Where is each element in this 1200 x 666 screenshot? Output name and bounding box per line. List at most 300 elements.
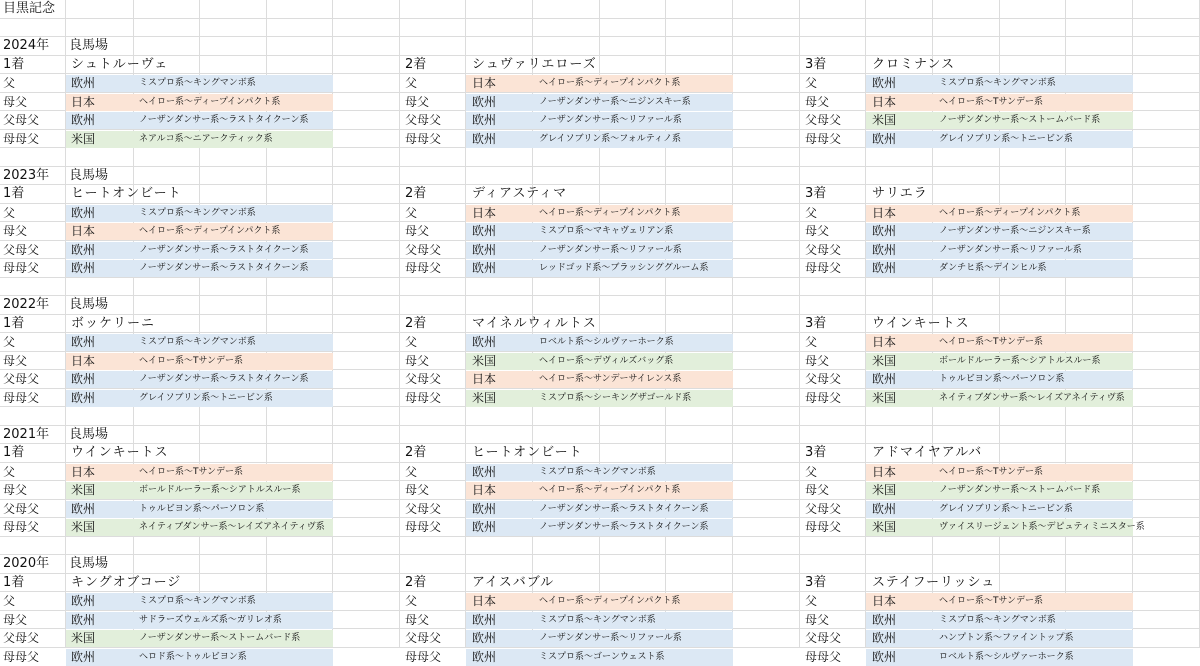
sheet-cell[interactable] (1000, 19, 1066, 38)
sheet-cell[interactable] (200, 444, 267, 463)
sheet-cell[interactable] (333, 444, 400, 463)
sheet-cell[interactable] (533, 407, 600, 426)
sheet-cell[interactable] (733, 518, 800, 537)
sheet-cell[interactable] (1133, 444, 1200, 463)
sheet-cell[interactable] (267, 37, 333, 56)
sheet-cell[interactable] (134, 0, 200, 19)
sheet-cell[interactable] (666, 426, 733, 445)
sheet-cell[interactable] (666, 148, 733, 167)
sheet-cell[interactable] (1133, 611, 1200, 630)
sheet-cell[interactable] (1133, 130, 1200, 149)
sheet-cell[interactable] (200, 56, 267, 75)
sheet-cell[interactable] (1000, 426, 1066, 445)
sheet-cell[interactable] (1000, 56, 1066, 75)
sheet-cell[interactable] (733, 0, 800, 19)
sheet-cell[interactable] (733, 111, 800, 130)
sheet-cell[interactable] (333, 611, 400, 630)
sheet-cell[interactable] (800, 537, 866, 556)
sheet-cell[interactable] (1133, 185, 1200, 204)
sheet-cell[interactable] (267, 19, 333, 38)
sire-line-cell: ヘロド系～トゥルビヨン系 (139, 651, 247, 662)
sheet-cell[interactable] (1066, 56, 1133, 75)
sheet-cell[interactable] (1066, 278, 1133, 297)
sheet-cell[interactable] (600, 426, 666, 445)
sheet-cell[interactable] (400, 407, 466, 426)
sheet-cell[interactable] (200, 574, 267, 593)
sheet-cell[interactable] (1133, 370, 1200, 389)
sheet-cell[interactable] (333, 407, 400, 426)
sheet-cell[interactable] (600, 56, 666, 75)
sheet-cell[interactable] (66, 148, 134, 167)
sheet-cell[interactable] (733, 426, 800, 445)
sheet-cell[interactable] (134, 537, 200, 556)
sheet-cell[interactable] (267, 555, 333, 574)
sheet-cell[interactable] (800, 278, 866, 297)
sheet-cell[interactable] (400, 148, 466, 167)
sheet-cell[interactable] (866, 407, 933, 426)
sheet-cell[interactable] (0, 278, 66, 297)
sheet-cell[interactable] (1000, 444, 1066, 463)
sheet-cell[interactable] (1133, 241, 1200, 260)
sheet-cell[interactable] (733, 56, 800, 75)
sheet-cell[interactable] (267, 296, 333, 315)
sheet-cell[interactable] (533, 167, 600, 186)
sheet-cell[interactable] (267, 444, 333, 463)
sheet-cell[interactable] (333, 278, 400, 297)
sheet-cell[interactable] (800, 19, 866, 38)
sheet-cell[interactable] (800, 555, 866, 574)
sheet-cell[interactable] (400, 555, 466, 574)
sheet-cell[interactable] (466, 148, 533, 167)
sheet-cell[interactable] (200, 407, 267, 426)
sheet-cell[interactable] (333, 352, 400, 371)
sheet-cell[interactable] (333, 222, 400, 241)
sheet-cell[interactable] (733, 463, 800, 482)
sheet-cell[interactable] (533, 148, 600, 167)
sheet-cell[interactable] (733, 537, 800, 556)
sheet-cell[interactable] (733, 93, 800, 112)
sheet-cell[interactable] (1066, 148, 1133, 167)
sheet-cell[interactable] (267, 278, 333, 297)
sheet-cell[interactable] (733, 204, 800, 223)
placing-label: 3着 (805, 445, 827, 460)
sheet-cell[interactable] (1133, 555, 1200, 574)
sheet-cell[interactable] (267, 167, 333, 186)
sheet-cell[interactable] (200, 19, 267, 38)
sheet-cell[interactable] (0, 537, 66, 556)
sheet-cell[interactable] (600, 0, 666, 19)
sheet-cell[interactable] (866, 296, 933, 315)
sheet-cell[interactable] (733, 592, 800, 611)
sheet-cell[interactable] (66, 407, 134, 426)
sheet-cell[interactable] (1133, 204, 1200, 223)
sheet-cell[interactable] (267, 0, 333, 19)
sheet-cell[interactable] (933, 37, 1000, 56)
sheet-cell[interactable] (1066, 407, 1133, 426)
sheet-cell[interactable] (600, 37, 666, 56)
sheet-cell[interactable] (1066, 574, 1133, 593)
sheet-cell[interactable] (733, 222, 800, 241)
sheet-cell[interactable] (1133, 500, 1200, 519)
sheet-cell[interactable] (1133, 315, 1200, 334)
sheet-cell[interactable] (200, 426, 267, 445)
sheet-cell[interactable] (267, 537, 333, 556)
sheet-cell[interactable] (1066, 426, 1133, 445)
sheet-cell[interactable] (533, 555, 600, 574)
sheet-cell[interactable] (333, 315, 400, 334)
sheet-cell[interactable] (933, 426, 1000, 445)
sheet-cell[interactable] (200, 167, 267, 186)
sheet-cell[interactable] (733, 574, 800, 593)
sheet-cell[interactable] (533, 0, 600, 19)
sheet-cell[interactable] (267, 185, 333, 204)
sheet-cell[interactable] (66, 19, 134, 38)
sheet-cell[interactable] (933, 0, 1000, 19)
sheet-cell[interactable] (733, 315, 800, 334)
sheet-cell[interactable] (1000, 0, 1066, 19)
sheet-cell[interactable] (666, 185, 733, 204)
sheet-cell[interactable] (466, 167, 533, 186)
sheet-cell[interactable] (134, 407, 200, 426)
sheet-cell[interactable] (333, 130, 400, 149)
sheet-cell[interactable] (333, 74, 400, 93)
sheet-cell[interactable] (66, 278, 134, 297)
sheet-cell[interactable] (134, 555, 200, 574)
sheet-cell[interactable] (666, 0, 733, 19)
sheet-cell[interactable] (1133, 296, 1200, 315)
sheet-cell[interactable] (600, 555, 666, 574)
sheet-cell[interactable] (400, 537, 466, 556)
sheet-cell[interactable] (333, 93, 400, 112)
sheet-cell[interactable] (1133, 481, 1200, 500)
sheet-cell[interactable] (333, 481, 400, 500)
sheet-cell[interactable] (333, 167, 400, 186)
sheet-cell[interactable] (466, 19, 533, 38)
sheet-cell[interactable] (466, 278, 533, 297)
sheet-cell[interactable] (333, 537, 400, 556)
sheet-cell[interactable] (733, 407, 800, 426)
sheet-cell[interactable] (1133, 56, 1200, 75)
sheet-cell[interactable] (333, 592, 400, 611)
sheet-cell[interactable] (466, 296, 533, 315)
sheet-cell[interactable] (600, 19, 666, 38)
sheet-cell[interactable] (666, 56, 733, 75)
sheet-cell[interactable] (866, 537, 933, 556)
sheet-cell[interactable] (134, 167, 200, 186)
sheet-cell[interactable] (333, 259, 400, 278)
sheet-cell[interactable] (1133, 148, 1200, 167)
sheet-cell[interactable] (733, 148, 800, 167)
sheet-cell[interactable] (267, 407, 333, 426)
sheet-cell[interactable] (600, 167, 666, 186)
sheet-cell[interactable] (666, 296, 733, 315)
sheet-cell[interactable] (333, 555, 400, 574)
sheet-cell[interactable] (333, 426, 400, 445)
sire-line-cell: ロベルト系～シルヴァーホーク系 (939, 651, 1074, 662)
sheet-cell[interactable] (466, 407, 533, 426)
sheet-cell[interactable] (733, 555, 800, 574)
sheet-cell[interactable] (400, 278, 466, 297)
sheet-cell[interactable] (866, 278, 933, 297)
sheet-cell[interactable] (1000, 315, 1066, 334)
sheet-cell[interactable] (400, 37, 466, 56)
sheet-cell[interactable] (733, 278, 800, 297)
sheet-cell[interactable] (800, 167, 866, 186)
sheet-cell[interactable] (267, 574, 333, 593)
sheet-cell[interactable] (600, 444, 666, 463)
sheet-cell[interactable] (333, 333, 400, 352)
sheet-cell[interactable] (1066, 185, 1133, 204)
sheet-cell[interactable] (1133, 592, 1200, 611)
sheet-cell[interactable] (1066, 19, 1133, 38)
sheet-cell[interactable] (1066, 315, 1133, 334)
sheet-cell[interactable] (733, 130, 800, 149)
sheet-cell[interactable] (800, 148, 866, 167)
sheet-cell[interactable] (1133, 222, 1200, 241)
sheet-cell[interactable] (1133, 333, 1200, 352)
sheet-cell[interactable] (1133, 19, 1200, 38)
sheet-cell[interactable] (333, 241, 400, 260)
sheet-cell[interactable] (333, 204, 400, 223)
sheet-cell[interactable] (933, 148, 1000, 167)
sheet-cell[interactable] (466, 37, 533, 56)
sheet-cell[interactable] (1066, 0, 1133, 19)
sheet-cell[interactable] (733, 370, 800, 389)
sheet-cell[interactable] (733, 19, 800, 38)
sheet-cell[interactable] (66, 0, 134, 19)
sheet-cell[interactable] (1133, 389, 1200, 408)
sheet-cell[interactable] (333, 629, 400, 648)
sheet-cell[interactable] (600, 148, 666, 167)
sheet-cell[interactable] (400, 426, 466, 445)
sheet-cell[interactable] (733, 500, 800, 519)
sheet-cell[interactable] (333, 370, 400, 389)
sheet-cell[interactable] (333, 148, 400, 167)
relation-label: 母父 (805, 483, 830, 497)
sheet-cell[interactable] (466, 426, 533, 445)
sheet-cell[interactable] (1133, 278, 1200, 297)
sheet-cell[interactable] (333, 500, 400, 519)
sheet-cell[interactable] (733, 444, 800, 463)
sheet-cell[interactable] (333, 518, 400, 537)
sheet-cell[interactable] (800, 0, 866, 19)
sheet-cell[interactable] (1133, 37, 1200, 56)
sheet-cell[interactable] (267, 426, 333, 445)
sheet-cell[interactable] (134, 37, 200, 56)
sheet-cell[interactable] (1066, 555, 1133, 574)
sheet-cell[interactable] (200, 148, 267, 167)
sheet-cell[interactable] (1133, 463, 1200, 482)
sheet-cell[interactable] (1000, 278, 1066, 297)
sheet-cell[interactable] (1066, 296, 1133, 315)
relation-label: 母母父 (405, 131, 442, 146)
relation-label: 父母父 (3, 501, 40, 516)
sheet-cell[interactable] (600, 278, 666, 297)
sheet-cell[interactable] (600, 407, 666, 426)
sheet-cell[interactable] (800, 407, 866, 426)
sheet-cell[interactable] (733, 259, 800, 278)
sheet-cell[interactable] (267, 315, 333, 334)
sheet-cell[interactable] (1000, 185, 1066, 204)
sheet-cell[interactable] (733, 333, 800, 352)
sheet-cell[interactable] (333, 185, 400, 204)
sheet-cell[interactable] (1133, 259, 1200, 278)
sheet-cell[interactable] (1133, 352, 1200, 371)
sheet-cell[interactable] (400, 296, 466, 315)
sheet-cell[interactable] (600, 315, 666, 334)
sheet-cell[interactable] (333, 574, 400, 593)
sheet-cell[interactable] (400, 0, 466, 19)
sheet-cell[interactable] (200, 315, 267, 334)
sheet-cell[interactable] (466, 555, 533, 574)
sheet-cell[interactable] (933, 278, 1000, 297)
sheet-cell[interactable] (600, 185, 666, 204)
sheet-cell[interactable] (733, 296, 800, 315)
sheet-cell[interactable] (733, 629, 800, 648)
sheet-cell[interactable] (134, 148, 200, 167)
sheet-cell[interactable] (533, 19, 600, 38)
sheet-cell[interactable] (1066, 37, 1133, 56)
sheet-cell[interactable] (1000, 407, 1066, 426)
sheet-cell[interactable] (1000, 574, 1066, 593)
sheet-cell[interactable] (533, 537, 600, 556)
sheet-cell[interactable] (200, 537, 267, 556)
sheet-cell[interactable] (733, 185, 800, 204)
sheet-cell[interactable] (267, 56, 333, 75)
relation-label: 父 (805, 594, 818, 608)
sheet-cell[interactable] (666, 407, 733, 426)
region-cell: 欧州 (472, 224, 497, 238)
sheet-cell[interactable] (333, 389, 400, 408)
sheet-cell[interactable] (933, 167, 1000, 186)
sheet-cell[interactable] (866, 555, 933, 574)
sheet-cell[interactable] (933, 296, 1000, 315)
sheet-cell[interactable] (200, 555, 267, 574)
sheet-cell[interactable] (933, 19, 1000, 38)
sheet-cell[interactable] (733, 37, 800, 56)
sheet-cell[interactable] (1133, 537, 1200, 556)
sheet-cell[interactable] (333, 463, 400, 482)
sheet-cell[interactable] (866, 426, 933, 445)
sheet-cell[interactable] (1133, 167, 1200, 186)
sheet-cell[interactable] (866, 148, 933, 167)
sire-line-cell: ヘイロー系～デヴィルズバッグ系 (539, 355, 674, 366)
sheet-cell[interactable] (933, 407, 1000, 426)
sheet-cell[interactable] (666, 278, 733, 297)
sheet-cell[interactable] (134, 296, 200, 315)
sheet-cell[interactable] (533, 426, 600, 445)
sheet-cell[interactable] (866, 167, 933, 186)
sheet-cell[interactable] (866, 19, 933, 38)
sheet-cell[interactable] (1133, 426, 1200, 445)
sheet-cell[interactable] (200, 296, 267, 315)
sheet-cell[interactable] (134, 19, 200, 38)
sheet-cell[interactable] (333, 37, 400, 56)
sheet-cell[interactable] (533, 278, 600, 297)
sheet-cell[interactable] (533, 296, 600, 315)
sheet-cell[interactable] (733, 611, 800, 630)
sheet-cell[interactable] (600, 537, 666, 556)
sheet-cell[interactable] (1000, 167, 1066, 186)
sheet-cell[interactable] (400, 167, 466, 186)
sheet-cell[interactable] (1066, 167, 1133, 186)
sheet-cell[interactable] (866, 37, 933, 56)
sheet-cell[interactable] (866, 0, 933, 19)
sheet-cell[interactable] (1000, 148, 1066, 167)
relation-label: 母母父 (3, 520, 40, 534)
sheet-cell[interactable] (466, 537, 533, 556)
sheet-cell[interactable] (0, 19, 66, 38)
sheet-cell[interactable] (666, 555, 733, 574)
sheet-cell[interactable] (733, 352, 800, 371)
sheet-cell[interactable] (200, 0, 267, 19)
sheet-cell[interactable] (1000, 37, 1066, 56)
sheet-cell[interactable] (1000, 555, 1066, 574)
sheet-cell[interactable] (933, 185, 1000, 204)
sheet-cell[interactable] (666, 444, 733, 463)
sheet-cell[interactable] (333, 19, 400, 38)
sheet-cell[interactable] (666, 19, 733, 38)
sheet-cell[interactable] (800, 37, 866, 56)
sheet-cell[interactable] (933, 555, 1000, 574)
sheet-cell[interactable] (733, 167, 800, 186)
sheet-cell[interactable] (666, 537, 733, 556)
sheet-cell[interactable] (200, 37, 267, 56)
sheet-cell[interactable] (1000, 296, 1066, 315)
sheet-cell[interactable] (933, 537, 1000, 556)
sheet-cell[interactable] (733, 481, 800, 500)
sheet-cell[interactable] (333, 111, 400, 130)
sheet-cell[interactable] (200, 185, 267, 204)
sheet-cell[interactable] (0, 148, 66, 167)
sheet-title: 目黒記念 (3, 1, 56, 16)
sheet-cell[interactable] (733, 241, 800, 260)
sheet-cell[interactable] (1133, 111, 1200, 130)
sheet-cell[interactable] (733, 74, 800, 93)
sheet-cell[interactable] (1133, 0, 1200, 19)
sheet-cell[interactable] (333, 0, 400, 19)
sheet-cell[interactable] (400, 19, 466, 38)
sheet-cell[interactable] (666, 167, 733, 186)
sheet-cell[interactable] (200, 278, 267, 297)
sheet-cell[interactable] (600, 296, 666, 315)
sheet-cell[interactable] (333, 56, 400, 75)
sheet-cell[interactable] (0, 407, 66, 426)
sheet-cell[interactable] (800, 426, 866, 445)
sheet-cell[interactable] (600, 574, 666, 593)
sheet-cell[interactable] (1133, 74, 1200, 93)
sheet-cell[interactable] (666, 315, 733, 334)
sheet-cell[interactable] (666, 37, 733, 56)
sheet-cell[interactable] (733, 389, 800, 408)
sheet-cell[interactable] (66, 537, 134, 556)
sheet-cell[interactable] (134, 278, 200, 297)
sheet-cell[interactable] (134, 426, 200, 445)
sheet-cell[interactable] (333, 296, 400, 315)
sheet-cell[interactable] (1133, 93, 1200, 112)
sheet-cell[interactable] (1133, 629, 1200, 648)
sheet-cell[interactable] (1133, 574, 1200, 593)
sheet-cell[interactable] (800, 296, 866, 315)
sheet-cell[interactable] (1066, 537, 1133, 556)
sheet-cell[interactable] (1000, 537, 1066, 556)
sheet-cell[interactable] (1066, 444, 1133, 463)
sheet-cell[interactable] (666, 574, 733, 593)
sheet-cell[interactable] (267, 148, 333, 167)
sheet-cell[interactable] (466, 0, 533, 19)
sheet-cell[interactable] (1133, 407, 1200, 426)
sheet-cell[interactable] (533, 37, 600, 56)
